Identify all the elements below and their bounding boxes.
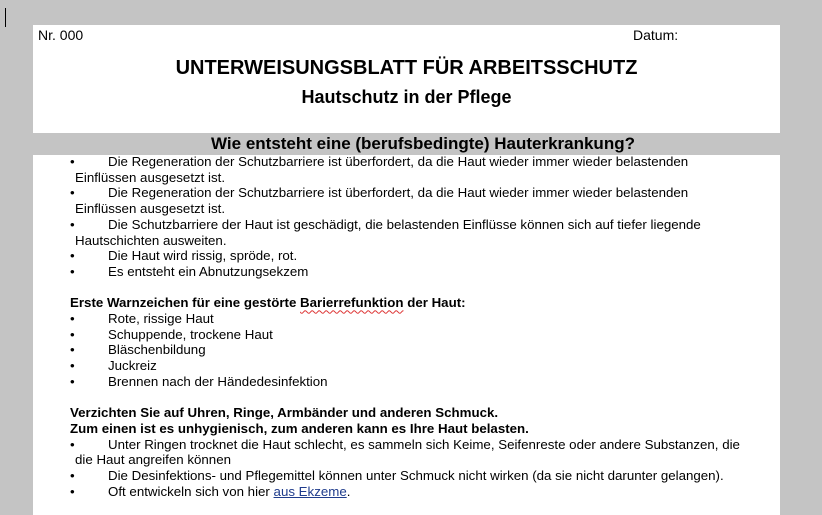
bullet-icon: • <box>70 358 75 374</box>
list-item: • Brennen nach der Händedesinfektion <box>70 373 328 389</box>
document-body[interactable] <box>70 154 780 499</box>
jewelry-heading: Verzichten Sie auf Uhren, Ringe, Armbänder und anderen Schmuck. <box>70 405 499 421</box>
eczema-link[interactable]: aus Ekzeme <box>273 483 347 499</box>
warning-heading: Erste Warnzeichen für eine gestörte Barierrefunktion der Haut: <box>70 295 466 311</box>
jewelry-subheading: Zum einen ist es unhygienisch, zum anderen kann es Ihre Haut belasten. <box>70 420 529 436</box>
bullet-icon: • <box>70 483 75 499</box>
section-title: Wie entsteht eine (berufsbedingte) Hauterkrankung? <box>211 134 635 153</box>
text-cursor <box>5 8 6 27</box>
document-number: Nr. 000 <box>38 27 84 43</box>
list-item: • Die Schutzbarriere der Haut ist geschädigt, die belastenden Einflüsse können sich auf tiefer liegende Hautschichten ausweiten. <box>70 216 701 248</box>
document-title: UNTERWEISUNGSBLATT FÜR ARBEITSSCHUTZ <box>175 57 638 79</box>
list-item: • Oft entwickeln sich von hier aus Ekzeme. <box>70 483 351 499</box>
list-item: • Es entsteht ein Abnutzungsekzem <box>70 263 309 279</box>
bullet-icon: • <box>70 263 75 279</box>
list-item: • Die Desinfektions- und Pflegemittel können unter Schmuck nicht wirken (da sie nicht darunter gelangen). <box>70 468 724 484</box>
bullet-icon: • <box>70 373 75 389</box>
list-item: • Die Regeneration der Schutzbarriere ist überfordert, da die Haut wieder immer wieder belastenden Einflüssen ausgesetzt ist. <box>70 154 689 185</box>
bullet-icon: • <box>70 154 75 169</box>
bullet-icon: • <box>70 185 75 201</box>
document-subtitle: Hautschutz in der Pflege <box>301 87 512 107</box>
bullet-icon: • <box>70 436 75 452</box>
list-item: • Die Regeneration der Schutzbarriere ist überfordert, da die Haut wieder immer wieder belastenden Einflüssen ausgesetzt ist. <box>70 185 689 217</box>
spelling-error-word[interactable]: Barierrefunktion <box>300 295 404 311</box>
document-header <box>33 25 780 133</box>
bullet-icon: • <box>70 216 75 232</box>
list-item: • Juckreiz <box>70 358 157 374</box>
list-item: • Schuppende, trockene Haut <box>70 326 273 342</box>
bullet-icon: • <box>70 468 75 484</box>
bullet-icon: • <box>70 342 75 358</box>
list-item: • Unter Ringen trocknet die Haut schlecht, es sammeln sich Keime, Seifenreste oder andere Substanzen, die die Haut angreifen können <box>70 436 740 468</box>
bullet-icon: • <box>70 311 75 327</box>
list-item: • Bläschenbildung <box>70 342 206 358</box>
bullet-icon: • <box>70 248 75 264</box>
list-item: • Die Haut wird rissig, spröde, rot. <box>70 248 298 264</box>
bullet-icon: • <box>70 326 75 342</box>
date-label: Datum: <box>633 27 679 43</box>
list-item: • Rote, rissige Haut <box>70 311 214 327</box>
